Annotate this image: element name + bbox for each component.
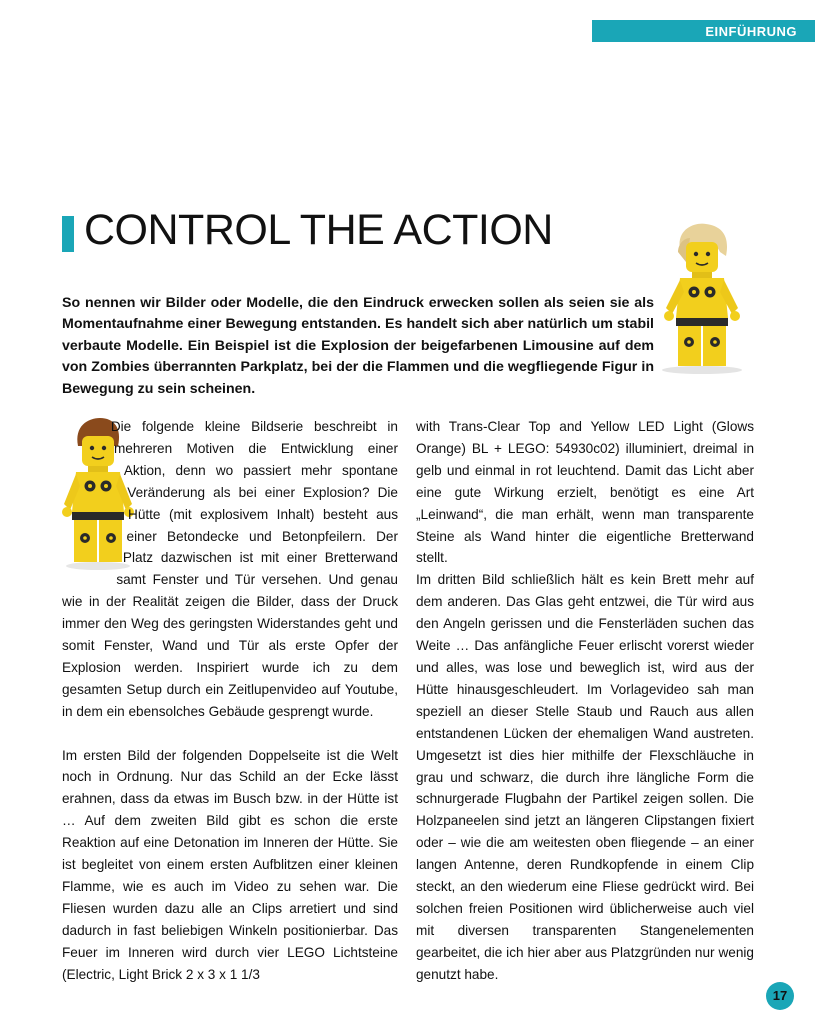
body-paragraph: Im ersten Bild der folgenden Doppelseite ist die Welt noch in Ordnung. Nur das Schild an der Ecke lässt erahnen, dass da etwas im Busch bzw. in der Hütte ist … Auf dem zweiten Bild gibt es schon die erste Reaktion auf eine Detonation im Inneren der Hütte. Sie ist begleitet von einem ersten Aufblitzen einer kleinen Flamme, wie es auch im Video zu sehen war. Die Fliesen wurden dazu alle an Clips arretiert und sind dadurch in fast beliebigen Winkeln positionierbar. Das Feuer im Inneren wird durch vier LEGO Lichtsteine (Electric, Light Brick 2 x 3 x 1 1/3 <box>62 747 398 982</box>
chapter-tab <box>592 20 815 42</box>
body-column-right <box>416 416 754 986</box>
title-accent-bar <box>62 216 74 252</box>
page-title: CONTROL THE ACTION <box>84 206 553 254</box>
crash-dummy-minifigure-blonde <box>656 222 748 374</box>
body-paragraph: Die folgende kleine Bildserie beschreibt in mehreren Motiven die Entwicklung einer Aktion, denn wo passiert mehr spontane Veränderung als bei einer Explosion? Die Hütte (mit explosivem Inhalt) besteht aus einer Betondecke und Betonpfeilern. Der Platz dazwischen ist mit einer Bretterwand samt Fenster und Tür versehen. Und genau wie in der Realität zeigen die Bilder, dass der Druck immer den Weg des geringsten Widerstandes geht und somit Fenster, Wand und Tür als erste Opfer der Explosion werden. Inspiriert wurde ich zu dem gesamten Setup durch ein Zeitlupenvideo auf Youtube, in dem ein ebensolches Gebäude gesprengt wurde. <box>62 419 398 719</box>
body-paragraph: Im dritten Bild schließlich hält es kein Brett mehr auf dem anderen. Das Glas geht entzwei, die Tür wird aus den Angeln gerissen und die Fensterläden suchen das Weite … Das anfängliche Feuer erlischt vorerst wieder und alles, was lose und beweglich ist, wird aus der Hütte hinausgeschleudert. Im Vorlagevideo sah man speziell an dieser Stelle Staub und Rauch aus allen entstandenen Lücken der ehemaligen Wand austreten. Umgesetzt ist dies hier mithilfe der Flexschläuche in grau und schwarz, die durch ihre längliche Form die schnurgerade Flugbahn der Partikel zeigen sollen. Die Holzpaneelen sind jetzt an längeren Clipstangen fixiert oder – wie die am weitesten oben fliegende – an einer langen Antenne, deren Rundkopfende in einem Clip steckt, an den wiederum eine Fliese gedrückt wird. Bei solchen freien Positionen wird üblicherweise auch viel mit diversen transparenten Stangenelementen gearbeitet, die ich hier aber aus Platzgründen nur wenig genutzt habe. <box>416 572 754 982</box>
lead-paragraph: So nennen wir Bilder oder Modelle, die den Eindruck erwecken sollen als seien sie als Momentaufnahme einer Bewegung entstanden. Es handelt sich aber natürlich um stabil verbaute Modelle. Ein Beispiel ist die Explosion der beigefarbenen Limousine auf dem von Zombies überrannten Parkplatz, bei der die Flammen und die wegfliegende Figur in Bewegung zu sein scheinen. <box>62 295 654 397</box>
body-paragraph: with Trans-Clear Top and Yellow LED Light (Glows Orange) BL + LEGO: 54930c02) illuminiert, dreimal in gelb und einmal in rot leuchtend. Damit das Licht aber eine gute Wirkung erzielt, benötigt es eine Art „Leinwand“, die man erhält, wenn man transparente Steine als Wand hinter die eigentliche Bretterwand stellt. <box>416 419 754 566</box>
page-number-badge <box>766 982 794 1010</box>
chapter-label: EINFÜHRUNG <box>705 24 797 39</box>
page-number: 17 <box>772 988 788 1003</box>
body-column-left <box>62 416 398 986</box>
